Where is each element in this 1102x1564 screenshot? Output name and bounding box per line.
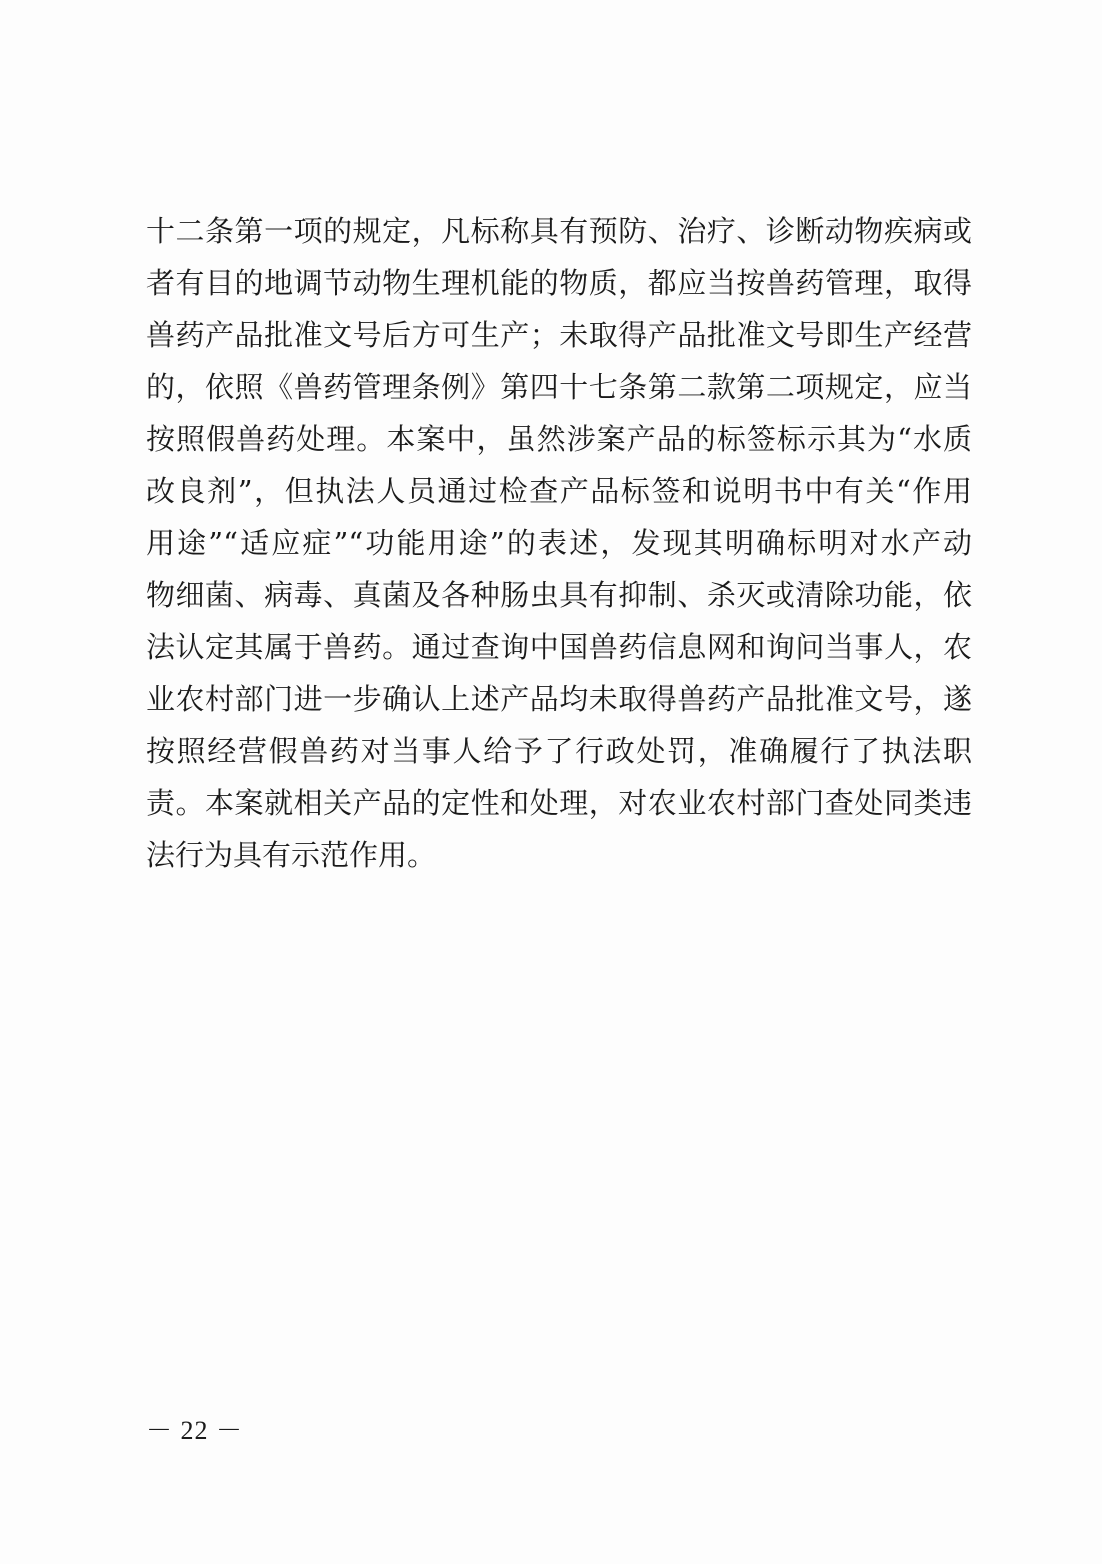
- page-number: － 22 －: [146, 1416, 244, 1445]
- text-line: 按照经营假兽药对当事人给予了行政处罚，准确履行了执法职: [146, 734, 972, 768]
- text-line: 物细菌、病毒、真菌及各种肠虫具有抑制、杀灭或清除功能，依: [146, 578, 972, 612]
- text-line: 的，依照《兽药管理条例》第四十七条第二款第二项规定，应当: [146, 370, 972, 404]
- text-line: 责。本案就相关产品的定性和处理，对农业农村部门查处同类违: [146, 786, 972, 820]
- text-line: 用途”“适应症”“功能用途”的表述，发现其明确标明对水产动: [146, 526, 972, 560]
- text-line: 法认定其属于兽药。通过查询中国兽药信息网和询问当事人，农: [146, 630, 972, 664]
- text-line: 按照假兽药处理。本案中，虽然涉案产品的标签标示其为“水质: [146, 422, 972, 456]
- text-line: 十二条第一项的规定，凡标称具有预防、治疗、诊断动物疾病或: [146, 214, 972, 248]
- text-line: 改良剂”，但执法人员通过检查产品标签和说明书中有关“作用: [146, 474, 972, 508]
- text-line: 者有目的地调节动物生理机能的物质，都应当按兽药管理，取得: [146, 266, 972, 300]
- text-line: 业农村部门进一步确认上述产品均未取得兽药产品批准文号，遂: [146, 682, 972, 716]
- text-line: 法行为具有示范作用。: [146, 838, 437, 872]
- text-line: 兽药产品批准文号后方可生产；未取得产品批准文号即生产经营: [146, 318, 972, 352]
- body-paragraph: [146, 205, 972, 881]
